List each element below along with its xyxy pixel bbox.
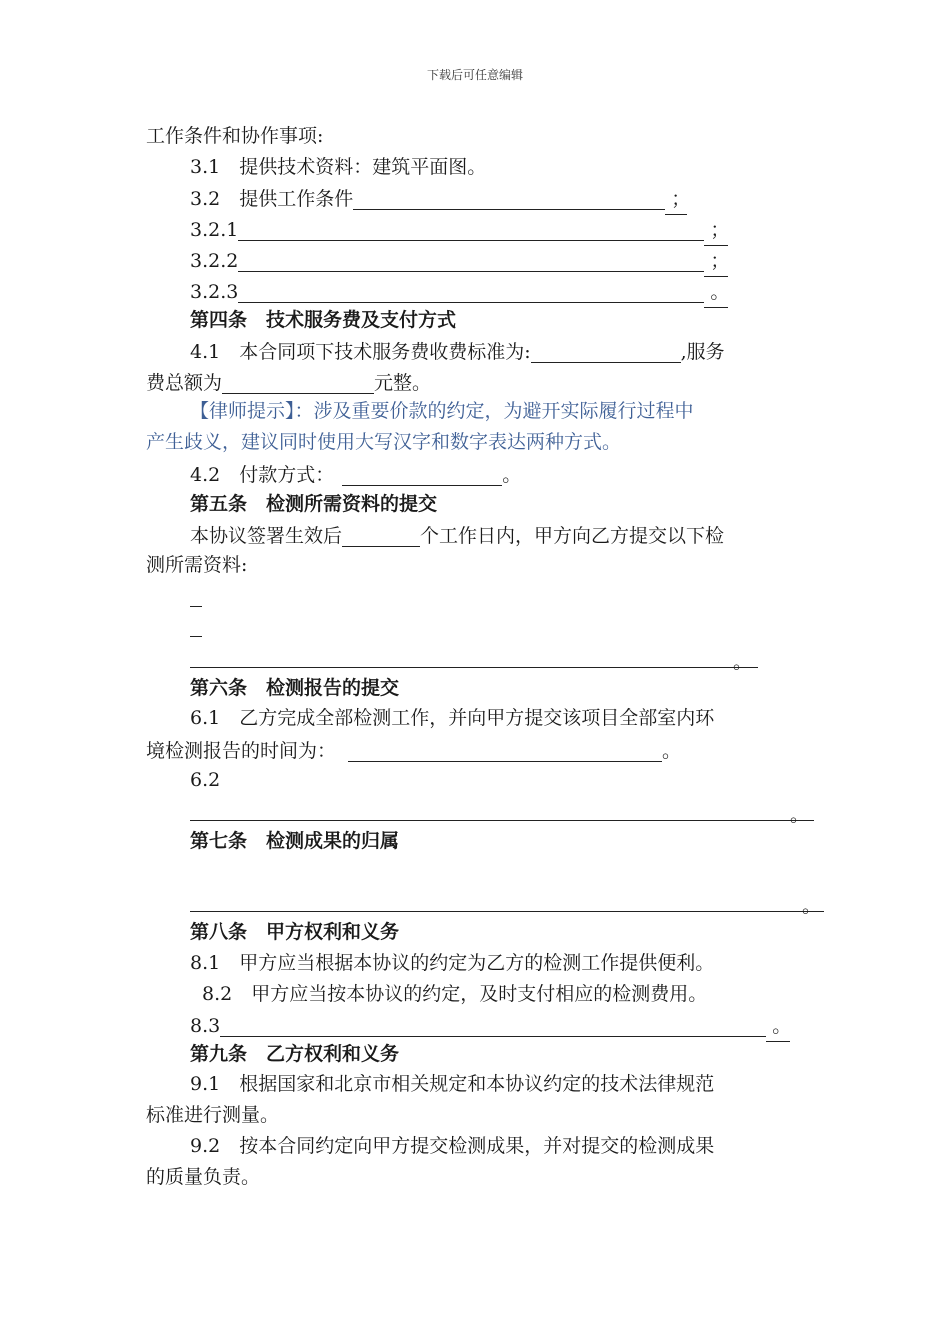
clause-3-2-1-end: ； (704, 215, 728, 246)
clause-4-2 (190, 458, 521, 488)
materials-item-2-blank[interactable] (190, 636, 202, 637)
lawyer-tip-line-1: 【律师提示】：涉及重要价款的约定，为避开实际履行过程中 (190, 400, 694, 422)
clause-8-3-label: 8.3 (190, 1015, 221, 1037)
total-unit: 元整。 (374, 372, 432, 394)
article-6-heading: 第六条 检测报告的提交 (190, 677, 400, 699)
clause-4-1-service: ,服务 (680, 341, 725, 363)
clause-6-2-label: 6.2 (190, 769, 221, 791)
clause-5-continued: 测所需资料: (146, 554, 248, 576)
clause-4-1-total (146, 366, 431, 396)
article-9-heading: 第九条 乙方权利和义务 (190, 1043, 400, 1065)
clause-3-2-blank[interactable] (353, 187, 665, 210)
clause-3-2-end: ； (665, 184, 687, 215)
clause-3-2-2 (190, 244, 728, 274)
clause-5-after: 个工作日内，甲方向乙方提交以下检 (420, 525, 725, 547)
clause-3-2-3 (190, 275, 728, 305)
clause-4-1 (190, 335, 725, 365)
materials-end: 。 (733, 651, 753, 673)
clause-9-1: 9.1 根据国家和北京市相关规定和本协议约定的技术法律规范 (190, 1073, 715, 1095)
report-time-label: 境检测报告的时间为： (146, 740, 337, 762)
clause-9-1-continued: 标准进行测量。 (146, 1104, 280, 1126)
total-amount-blank[interactable] (222, 371, 374, 394)
clause-3-2-3-end: 。 (704, 277, 728, 308)
article-8-heading: 第八条 甲方权利和义务 (190, 921, 400, 943)
clause-9-2: 9.2 按本合同约定向甲方提交检测成果，并对提交的检测成果 (190, 1135, 715, 1157)
workdays-blank[interactable] (342, 524, 420, 547)
page-header: 下载后可任意编辑 (426, 68, 523, 82)
article-4-heading: 第四条 技术服务费及支付方式 (190, 309, 457, 331)
clause-8-3 (190, 1009, 790, 1039)
article-7-heading: 第七条 检测成果的归属 (190, 830, 400, 852)
clause-9-2-continued: 的质量负责。 (146, 1166, 261, 1188)
clause-3-2-1-label: 3.2.1 (190, 219, 239, 241)
clause-6-2-blank[interactable] (190, 820, 814, 821)
article-5-heading: 第五条 检测所需资料的提交 (190, 493, 438, 515)
clause-8-2: 8.2 甲方应当按本协议的约定，及时支付相应的检测费用。 (202, 983, 708, 1005)
clause-5-text (190, 519, 724, 549)
clause-3-2-1-blank[interactable] (238, 218, 704, 241)
clause-3-2 (190, 182, 691, 212)
report-time-end: 。 (662, 740, 682, 762)
fee-standard-blank[interactable] (531, 340, 681, 363)
clause-3-2-3-label: 3.2.3 (190, 281, 239, 303)
clause-3-2-1 (190, 213, 728, 243)
materials-item-3-blank[interactable] (190, 667, 758, 668)
clause-6-2-end: 。 (790, 804, 810, 826)
clause-8-3-blank[interactable] (220, 1014, 766, 1037)
article-7-end: 。 (802, 895, 822, 917)
clause-3-2-label: 3.2 提供工作条件 (190, 188, 354, 210)
clause-3-2-2-label: 3.2.2 (190, 250, 239, 272)
clause-6-1-time (146, 734, 681, 764)
materials-item-1-blank[interactable] (190, 606, 202, 607)
clause-3-2-2-blank[interactable] (238, 249, 704, 272)
payment-label: 4.2 付款方式： (190, 464, 335, 486)
clause-4-1-text: 4.1 本合同项下技术服务费收费标准为: (190, 341, 531, 363)
clause-6-1: 6.1 乙方完成全部检测工作，并向甲方提交该项目全部室内环 (190, 707, 715, 729)
clause-8-1: 8.1 甲方应当根据本协议的约定为乙方的检测工作提供便利。 (190, 952, 715, 974)
total-label: 费总额为 (146, 372, 223, 394)
clause-3-1: 3.1 提供技术资料：建筑平面图。 (190, 156, 487, 178)
lawyer-tip-line-2: 产生歧义，建议同时使用大写汉字和数字表达两种方式。 (146, 431, 622, 453)
work-conditions-line: 工作条件和协作事项: (146, 125, 324, 147)
payment-end: 。 (502, 464, 522, 486)
payment-method-blank[interactable] (342, 463, 502, 486)
clause-3-2-3-blank[interactable] (238, 280, 704, 303)
clause-8-3-end: 。 (766, 1011, 790, 1042)
clause-5-before: 本协议签署生效后 (190, 525, 343, 547)
report-time-blank[interactable] (348, 739, 662, 762)
clause-3-2-2-end: ； (704, 246, 728, 277)
article-7-blank[interactable] (190, 911, 824, 912)
